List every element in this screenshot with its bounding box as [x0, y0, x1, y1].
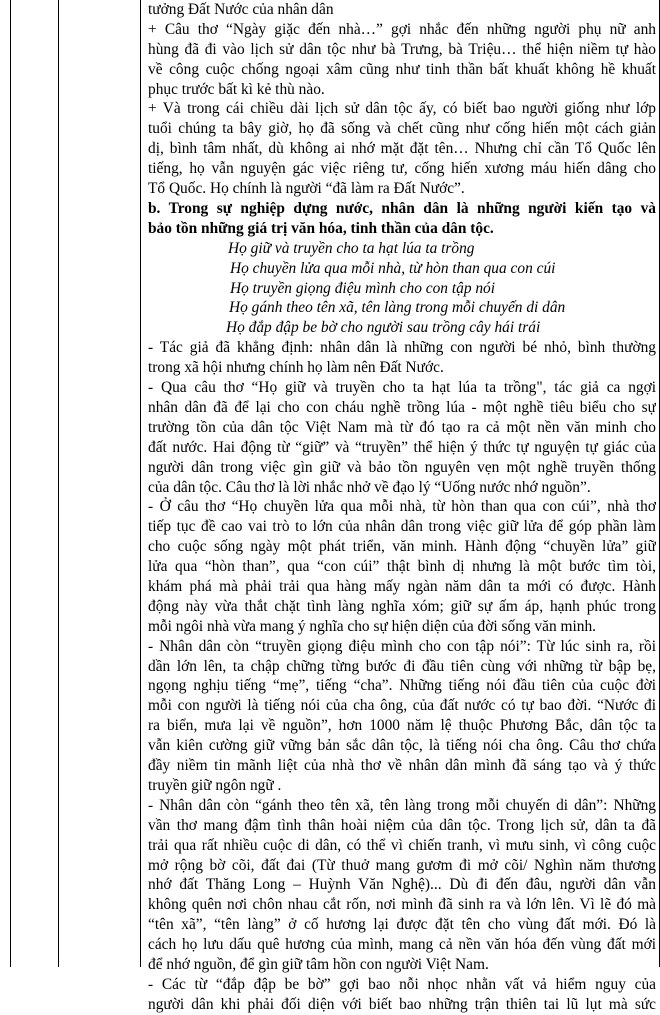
text-line: lửa qua “hòn than”, qua “con cúi” thật bình dị nhưng là một bước tìm tòi, [148, 558, 656, 576]
text-line: nhân dân đã để lại cho con cháu nghề trồng lúa - một nghề tiêu biểu cho sự [148, 398, 656, 416]
text-line: mỗi ngôi nhà vừa mang ý nghĩa cho sự hiện diện của đời sống văn minh. [148, 617, 596, 635]
text-line: người dân khi phải đối diện với biết bao những trận thiên tai lũ lụt mà sức [148, 995, 656, 1013]
table-border [10, 0, 11, 967]
text-line: nhớ đất Thăng Long – Huỳnh Văn Nghệ)... Dù đi đến đâu, người dân vẫn [148, 876, 656, 894]
text-line: - Tác giả đã khẳng định: nhân dân là những con người bé nhỏ, bình thường [148, 339, 656, 357]
text-line: ngọng nghịu tiếng “mẹ”, tiếng “cha”. Những tiếng nói đầu tiên của cuộc đời [148, 677, 656, 695]
text-line: động này vừa thắt chặt tình làng nghĩa xóm; giữ sự ấm áp, hạnh phúc trong [148, 597, 656, 615]
text-line: trường tồn của dân tộc Việt Nam mà từ đó tạo ra cả một nền văn minh cho [148, 418, 656, 436]
text-line: tưởng Đất Nước của nhân dân [148, 1, 334, 18]
text-line: đất nước. Hai động từ “giữ” và “truyền” thể hiện ý thức tự nguyện tự giác của [148, 438, 656, 456]
text-line: ra biển, mưa lại về nguồn”, hơn 1000 năm lệ thuộc Phương Bắc, dân tộc ta [148, 717, 656, 735]
table-border [140, 0, 141, 967]
text-line: - Ở câu thơ “Họ chuyền lửa qua mỗi nhà, từ hòn than qua con cúi”, nhà thơ [148, 498, 656, 516]
text-line: người dân trong việc gìn giữ và bảo tồn nguyên vẹn một nghề truyền thống [148, 458, 656, 476]
text-line: dần lớn lên, ta chập chững từng bước đi đầu tiên cùng với những từ bập bẹ, [148, 657, 656, 675]
poem-line: Họ đắp đập be bờ cho người sau trồng cây hái trái [226, 319, 541, 337]
text-line: trải qua rất nhiều cuộc di dân, có thể vì chiến tranh, vì mưu sinh, vì công cuộc [148, 836, 656, 854]
text-line: - Các từ “đắp đập be bờ” gợi bao nỗi nhọc nhằn vất vả hiểm nguy của [148, 975, 656, 993]
text-line: vần thơ mang đậm tình thân hoài niệm của dân tộc. Trong lịch sử, dân ta đã [148, 816, 656, 834]
text-line: + Câu thơ “Ngày giặc đến nhà…” gợi nhắc đến những người phụ nữ anh [148, 20, 656, 38]
text-line: + Và trong cái chiều dài lịch sử dân tộc ấy, có biết bao người giống như lớp [148, 100, 656, 118]
table-border [58, 0, 59, 967]
text-line: của dân tộc. Câu thơ là lời nhắc nhở về đạo lý “Uống nước nhớ nguồn”. [148, 478, 591, 496]
text-cell [148, 0, 656, 1015]
text-line: truyền giữ ngôn ngữ . [148, 776, 282, 794]
text-line: - Nhân dân còn “gánh theo tên xã, tên làng trong mỗi chuyến di dân”: Những [148, 796, 656, 814]
text-line: hùng đã đi vào lịch sử dân tộc như bà Trưng, bà Triệu… thể hiện niềm tự hào [148, 40, 656, 58]
text-line: Tổ Quốc. Họ chính là người “đã làm ra Đất Nước”. [148, 180, 465, 198]
text-line: tuổi chúng ta bây giờ, họ đã sống và chết cũng như cống hiến một cách giản [148, 120, 656, 138]
text-line: cho cuộc sống ngày một phát triển, văn minh. Hành động “chuyền lửa” giữ [148, 538, 656, 556]
text-line: tiếng, họ vẫn nguyện gác việc riêng tư, cống hiến xương máu hiến dâng cho [148, 160, 656, 178]
poem-line: Họ gánh theo tên xã, tên làng trong mỗi chuyến di dân [229, 299, 566, 317]
text-line: đầy niềm tin mãnh liệt của nhà thơ về nhân dân mình đã sáng tạo và ý thức [148, 757, 656, 775]
text-line: khám phá mà phải trải qua hàng mấy ngàn năm dân ta mới có được. Hành [148, 578, 656, 595]
text-line: vẫn kiên cường giữ vững bản sắc dân tộc, là tiếng nói cha ông. Câu thơ chứa [148, 737, 656, 755]
section-heading: b. Trong sự nghiệp dựng nước, nhân dân là những người kiến tạo và [148, 199, 656, 217]
poem-line: Họ chuyền lửa qua mỗi nhà, từ hòn than qua con cúi [230, 259, 556, 277]
text-line: “tên xã”, “tên làng” ở cố hương lại được đặt tên cho vùng đất mới. Đó là [148, 916, 656, 934]
text-line: dị, bình tâm nhất, dù không ai nhớ mặt đặt tên… Nhưng chỉ cần Tổ Quốc lên [148, 140, 656, 158]
section-heading: bảo tồn những giá trị văn hóa, tinh thần của dân tộc. [148, 219, 494, 237]
text-line: cách họ lưu dấu quê hương của mình, mang cả nền văn hóa đến vùng đất mới [148, 936, 656, 954]
poem-line: Họ giữ và truyền cho ta hạt lúa ta trồng [228, 239, 475, 257]
text-line: tiếp tục đề cao vai trò to lớn của nhân dân trong việc giữ lửa để góp phần làm [148, 518, 656, 536]
text-line: trong xã hội nhưng chính họ làm nên Đất Nước. [148, 359, 444, 377]
text-line: không quên nơi chôn nhau cắt rốn, nơi mình đã sinh ra và lớn lên. Vì lẽ đó mà [148, 896, 656, 914]
text-line: mỗi con người là tiếng nói của cha ông, của đất nước có tự bao đời. “Nước đi [148, 697, 656, 715]
text-line: về công cuộc chống ngoại xâm cũng như tinh thần bất khuất không hề khuất [148, 60, 656, 78]
text-line: để nhớ nguồn, để gìn giữ tâm hồn con người Việt Nam. [148, 955, 489, 973]
text-line: phục trước bất kì kẻ thù nào. [148, 80, 325, 98]
poem-line: Họ truyền giọng điệu mình cho con tập nói [230, 279, 496, 297]
text-line: - Qua câu thơ “Họ giữ và truyền cho ta hạt lúa ta trồng", tác giả ca ngợi [148, 379, 656, 397]
text-line: - Nhân dân còn “truyền giọng điệu mình cho con tập nói”: Từ lúc sinh ra, rồi [148, 637, 656, 655]
text-line: mở rộng bờ cõi, đất đai (Từ thuở mang gươm đi mở cõi/ Nghìn năm thương [148, 856, 656, 874]
